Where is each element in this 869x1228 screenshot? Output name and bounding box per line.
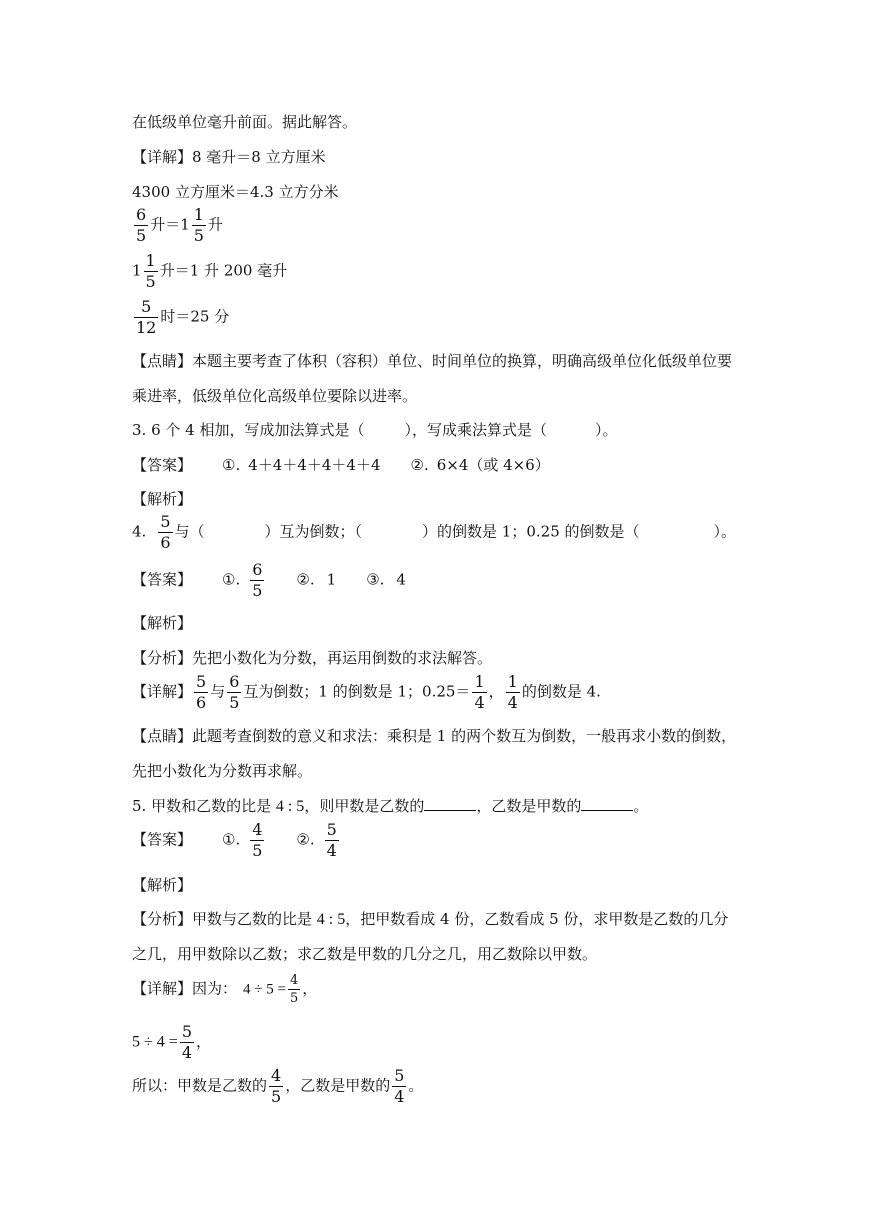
detail-line: 【详解】因为： 4 ÷ 5 = $\frac{4}{5}$ ， xyxy=(132,973,318,1006)
analysis-line: 之几，用甲数除以乙数；求乙数是甲数的几分之几，用乙数除以甲数。 xyxy=(132,945,598,963)
question-3: 3. 6 个 4 相加，写成加法算式是（ ），写成乘法算式是（ ）。 xyxy=(132,421,618,439)
fraction: $\frac{1}{5}$ xyxy=(145,251,156,291)
question-4: 4. $\frac{5}{6}$ 与（ ）互为倒数；（ ）的倒数是 1；0.25 的倒数是（ ）。 xyxy=(132,512,737,552)
detail-line: 【详解】 $\frac{5}{6}$ 与 $\frac{6}{5}$ 互为倒数；1 的倒数是 1；0.25＝ $\frac{1}{4}$ ， $\frac{1}{4}$ 的倒数是 4. xyxy=(132,672,601,712)
analysis-line: 【分析】先把小数化为分数，再运用倒数的求法解答。 xyxy=(132,649,493,667)
detail-line: 5 ÷ 4 = $\frac{5}{4}$ ， xyxy=(132,1022,212,1062)
fraction-line: 1 $\frac{1}{5}$ 升＝1 升 200 毫升 xyxy=(132,251,288,291)
analysis-heading: 【解析】 xyxy=(132,614,193,632)
answer-line: 【答案】 ①. $\frac{4}{5}$ ②. $\frac{5}{4}$ xyxy=(132,820,337,860)
fraction: $\frac{5}{4}$ xyxy=(181,1022,192,1062)
fraction: $\frac{5}{6}$ xyxy=(196,672,207,712)
answer-line: 【答案】 ①. 4＋4＋4＋4＋4＋4 ②. 6×4（或 4×6） xyxy=(132,456,550,474)
fraction: $\frac{4}{5}$ xyxy=(289,973,299,1006)
tip-line: 【点睛】本题主要考查了体积（容积）单位、时间单位的换算，明确高级单位化低级单位要 xyxy=(132,352,733,370)
fraction: $\frac{1}{4}$ xyxy=(474,672,485,712)
conclusion-line: 所以：甲数是乙数的 $\frac{4}{5}$ ，乙数是甲数的 $\frac{5}{4}$ 。 xyxy=(132,1066,424,1106)
analysis-line: 【分析】甲数与乙数的比是 4 : 5，把甲数看成 4 份，乙数看成 5 份，求甲数是乙数的几分 xyxy=(132,910,729,928)
fraction: $\frac{5}{4}$ xyxy=(326,820,337,860)
tip-line: 乘进率，低级单位化高级单位要除以进率。 xyxy=(132,387,418,405)
fraction: $\frac{4}{5}$ xyxy=(271,1066,282,1106)
fraction: $\frac{6}{5}$ xyxy=(252,560,263,600)
fraction: $\frac{5}{6}$ xyxy=(160,512,171,552)
tip-line: 先把小数化为分数再求解。 xyxy=(132,762,313,780)
fraction: $\frac{1}{5}$ xyxy=(193,205,204,245)
analysis-heading: 【解析】 xyxy=(132,876,193,894)
analysis-heading: 【解析】 xyxy=(132,490,193,508)
fraction: $\frac{5}{4}$ xyxy=(394,1066,405,1106)
fraction: $\frac{1}{4}$ xyxy=(507,672,518,712)
fraction: $\frac{4}{5}$ xyxy=(252,820,263,860)
tip-line: 【点睛】此题考查倒数的意义和求法：乘积是 1 的两个数互为倒数，一般再求小数的倒数， xyxy=(132,727,737,745)
text-line: 4300 立方厘米＝4.3 立方分米 xyxy=(132,183,339,201)
answer-blank xyxy=(581,796,633,811)
fraction-line: $\frac{5}{12}$ 时＝25 分 xyxy=(136,297,230,337)
fraction-line: $\frac{6}{5}$ 升＝1 $\frac{1}{5}$ 升 xyxy=(136,205,223,245)
answer-blank xyxy=(424,796,476,811)
detail-line: 【详解】8 毫升＝8 立方厘米 xyxy=(132,148,326,166)
fraction: $\frac{5}{12}$ xyxy=(136,297,157,337)
question-5: 5. 甲数和乙数的比是 4 : 5，则甲数是乙数的 ，乙数是甲数的 。 xyxy=(132,797,649,815)
answer-line: 【答案】 ①. $\frac{6}{5}$ ②. 1 ③. 4 xyxy=(132,560,406,600)
fraction: $\frac{6}{5}$ xyxy=(229,672,240,712)
text-line: 在低级单位毫升前面。据此解答。 xyxy=(132,113,358,131)
fraction: $\frac{6}{5}$ xyxy=(136,205,147,245)
